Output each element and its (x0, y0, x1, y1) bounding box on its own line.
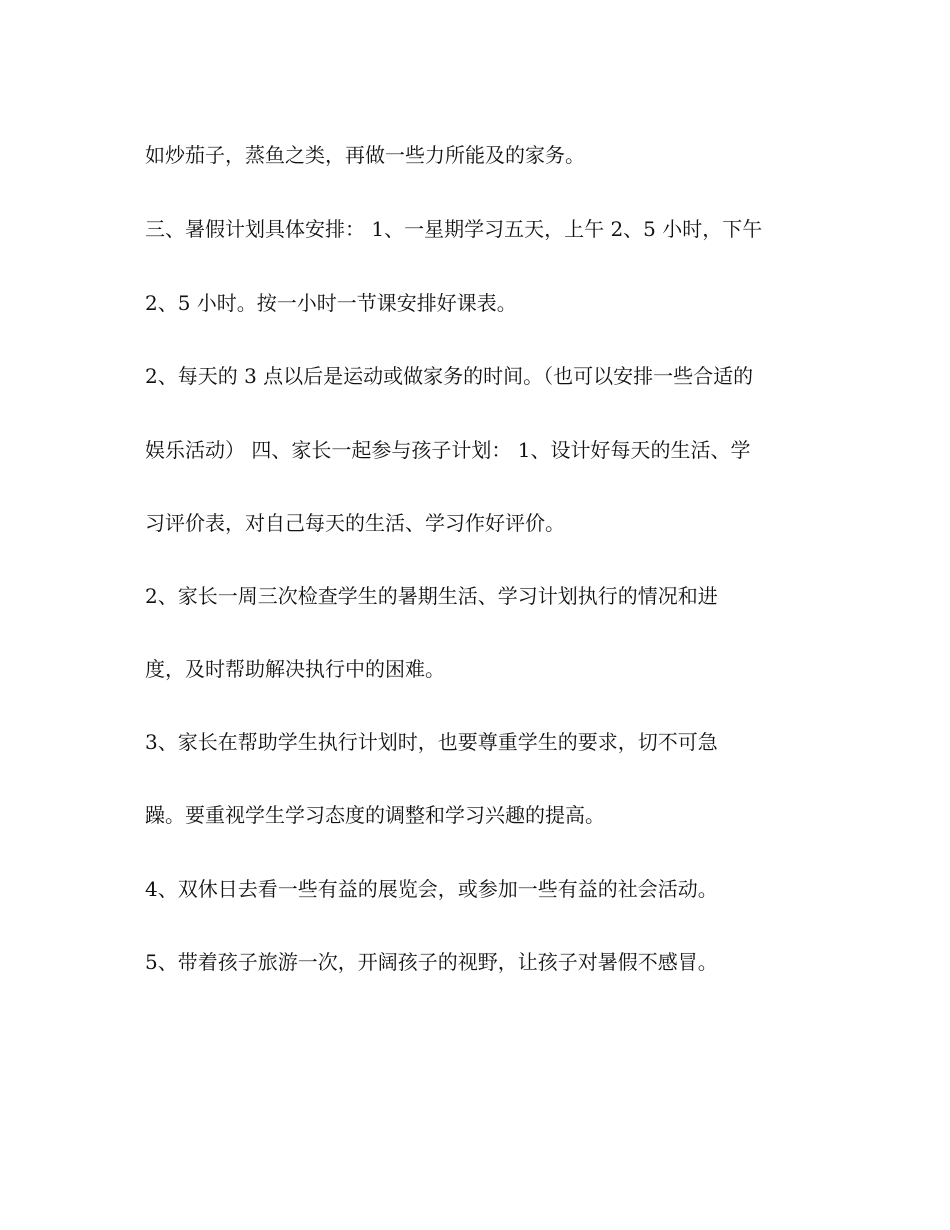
text-line: 三、暑假计划具体安排： 1、一星期学习五天，上午 2、5 小时，下午 (145, 217, 763, 241)
text-line: 娱乐活动） 四、家长一起参与孩子计划： 1、设计好每天的生活、学 (145, 438, 751, 462)
text-line: 2、家长一周三次检查学生的暑期生活、学习计划执行的情况和进 (145, 584, 718, 608)
text-line: 2、5 小时。按一小时一节课安排好课表。 (145, 291, 517, 315)
text-line: 2、每天的 3 点以后是运动或做家务的时间。（也可以安排一些合适的 (145, 364, 754, 388)
text-line: 度，及时帮助解决执行中的困难。 (145, 657, 445, 681)
text-line: 4、双休日去看一些有益的展览会，或参加一些有益的社会活动。 (145, 877, 718, 901)
text-line: 3、家长在帮助学生执行计划时，也要尊重学生的要求，切不可急 (145, 730, 718, 754)
text-line: 躁。要重视学生学习态度的调整和学习兴趣的提高。 (145, 803, 605, 827)
text-line: 5、带着孩子旅游一次，开阔孩子的视野，让孩子对暑假不感冒。 (145, 950, 718, 974)
text-line: 如炒茄子，蒸鱼之类，再做一些力所能及的家务。 (145, 143, 585, 167)
text-line: 习评价表，对自己每天的生活、学习作好评价。 (145, 511, 565, 535)
